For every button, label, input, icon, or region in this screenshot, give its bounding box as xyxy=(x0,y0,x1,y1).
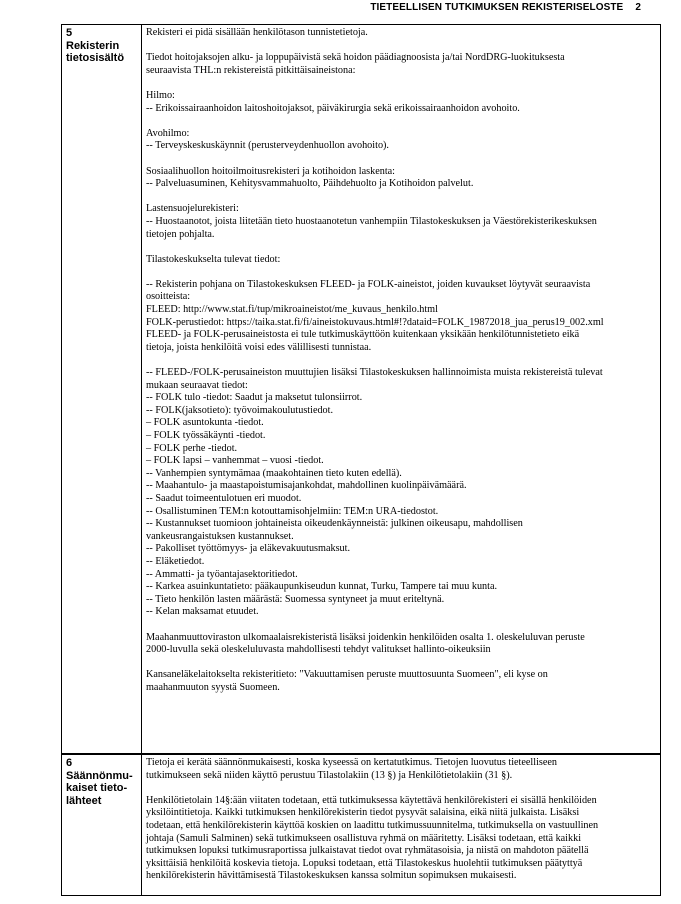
paragraph: Kansaneläkelaitokselta rekisteritieto: "Vakuuttamisen peruste muuttosuunta Suomeen", eli kyse on maahanmuuton syystä Suomeen. xyxy=(146,669,548,693)
page-header xyxy=(370,2,641,13)
document-title: TIETEELLISEN TUTKIMUKSEN REKISTERISELOSTE xyxy=(370,2,624,13)
paragraph: Avohilmo: -- Terveyskeskuskäynnit (perusterveydenhuollon avohoito). xyxy=(146,127,389,152)
section-content-cell xyxy=(142,754,661,896)
section-label: 5 Rekisterin tietosisältö xyxy=(66,27,125,64)
page-number: 2 xyxy=(635,2,641,13)
paragraph: Rekisteri ei pidä sisällään henkilötason tunnistetietoja. xyxy=(146,27,368,38)
paragraph: -- Rekisterin pohjana on Tilastokeskuksen FLEED- ja FOLK-aineistot, joiden kuvaukset löytyvät seuraavista osoitteista: FLEED: http://www.stat.fi/tup/mikroaineistot/me_kuvaus_henkilo.html FOLK-perustiedot: https://taika.stat.fi/fi/aineistokuvaus.html#!?dataid=FOLK_19872018_jua_perus19_002.xml FLEED- ja FOLK-perusaineistosta ei tule tutkimuskäyttöön kuitenkaan yksikään henkilötunnistetieto eikä tietoja, joista henkilöitä voisi edes välillisesti tunnistaa. xyxy=(146,278,604,353)
section-row xyxy=(62,25,661,755)
paragraph: Lastensuojelurekisteri: -- Huostaanotot, joista liitetään tieto huostaanotetun vanhempiin Tilastokeskuksen ja Väestörekisterikeskuksen tietojen pohjalta. xyxy=(146,203,597,240)
paragraph: Hilmo: -- Erikoissairaanhoidon laitoshoitojaksot, päiväkirurgia sekä erikoissairaanhoidon avohoito. xyxy=(146,89,520,114)
section-content-cell xyxy=(142,25,661,755)
paragraph: -- FLEED-/FOLK-perusaineiston muuttujien lisäksi Tilastokeskuksen hallinnoimista muista rekistereistä tulevat mukaan seuraavat tiedot: -- FOLK tulo -tiedot: Saadut ja maksetut tulonsiirrot. -- FOLK(jaksotieto): työvoimakoulutustiedot. – FOLK asuntokunta -tiedot. – FOLK työssäkäynti -tiedot. – FOLK perhe -tiedot. – FOLK lapsi – vanhemmat – vuosi -tiedot. -- Vanhempien syntymämaa (maakohtainen tieto kuten edellä). -- Maahantulo- ja maastapoistumisajankohdat, mahdollinen kuolinpäivämäärä. -- Saadut toimeentulotuen eri muodot. -- Osallistuminen TEM:n kotouttamisohjelmiin: TEM:n URA-tiedostot. -- Kustannukset tuomioon johtaineista oikeudenkäynneistä: julkinen oikeusapu, mahdollisen vankeusrangaistuksen kustannukset. -- Pakolliset työttömyys- ja eläkevakuutusmaksut. -- Eläketiedot. -- Ammatti- ja työantajasektoritiedot. -- Karkea asuinkuntatieto: pääkaupunkiseudun kunnat, Turku, Tampere tai muu kunta. -- Tieto henkilön lasten määrästä: Suomessa syntyneet ja muut eriteltynä. -- Kelan maksamat etuudet. xyxy=(146,367,603,618)
section-row xyxy=(62,754,661,896)
section-label-cell xyxy=(62,754,142,896)
paragraph: Tiedot hoitojaksojen alku- ja loppupäivistä sekä hoidon päädiagnoosista ja/tai NordDRG-luokituksesta seuraavista THL:n rekistereistä pitkittäisaineistona: xyxy=(146,52,565,76)
section-label-cell xyxy=(62,25,142,755)
paragraph: Tilastokeskukselta tulevat tiedot: xyxy=(146,253,281,265)
register-table xyxy=(61,24,661,896)
paragraph: Tietoja ei kerätä säännönmukaisesti, koska kyseessä on kertatutkimus. Tietojen luovutus tieteelliseen tutkimukseen sekä niiden käyttö perustuu Tilastolakiin (13 §) ja Henkilötietolakiin (31 §). xyxy=(146,757,558,781)
paragraph: Henkilötietolain 14§:ään viitaten todetaan, että tutkimuksessa käytettävä henkilörekisteri ei sisällä henkilöiden yksilöintitietoja. Kaikki tutkimuksen henkilörekisterin tiedot pysyvät salaisina, eikä niitä julkaista. Lisäksi todetaan, että henkilörekisterin käyttöä koskien on laadittu tutkimussuunnitelma, tutkimuksella on vastuullinen johtaja (Samuli Salminen) sekä tutkimukseen osallistuva ryhmä on määritetty. Lisäksi todetaan, että kaikki tutkimuksen lopuksi tutkimusraportissa julkaistavat tiedot ovat ryhmätasoisia, ja niistä on mahdoton päätellä yksittäisiä henkilöitä koskevia tietoja. Lopuksi todetaan, että Tilastokeskus huolehtii tutkimuksen päätyttyä henkilörekisterin hävittämisestä Tilastokeskuksen kanssa solmitun sopimuksen mukaisesti. xyxy=(146,794,599,882)
paragraph: Sosiaalihuollon hoitoilmoitusrekisteri ja kotihoidon laskenta: -- Palveluasuminen, Kehitysvammahuolto, Päihdehuolto ja Kotihoidon palvelut. xyxy=(146,165,474,190)
paragraph: Maahanmuuttoviraston ulkomaalaisrekisteristä lisäksi joidenkin henkilöiden osalta 1. oleskeluluvan peruste 2000-luvulla sekä oleskeluluvasta mahdollisesti tehdyt valitukset hallinto-oikeuksiin xyxy=(146,631,585,656)
section-label: 6 Säännönmu- kaiset tieto- lähteet xyxy=(66,757,133,807)
